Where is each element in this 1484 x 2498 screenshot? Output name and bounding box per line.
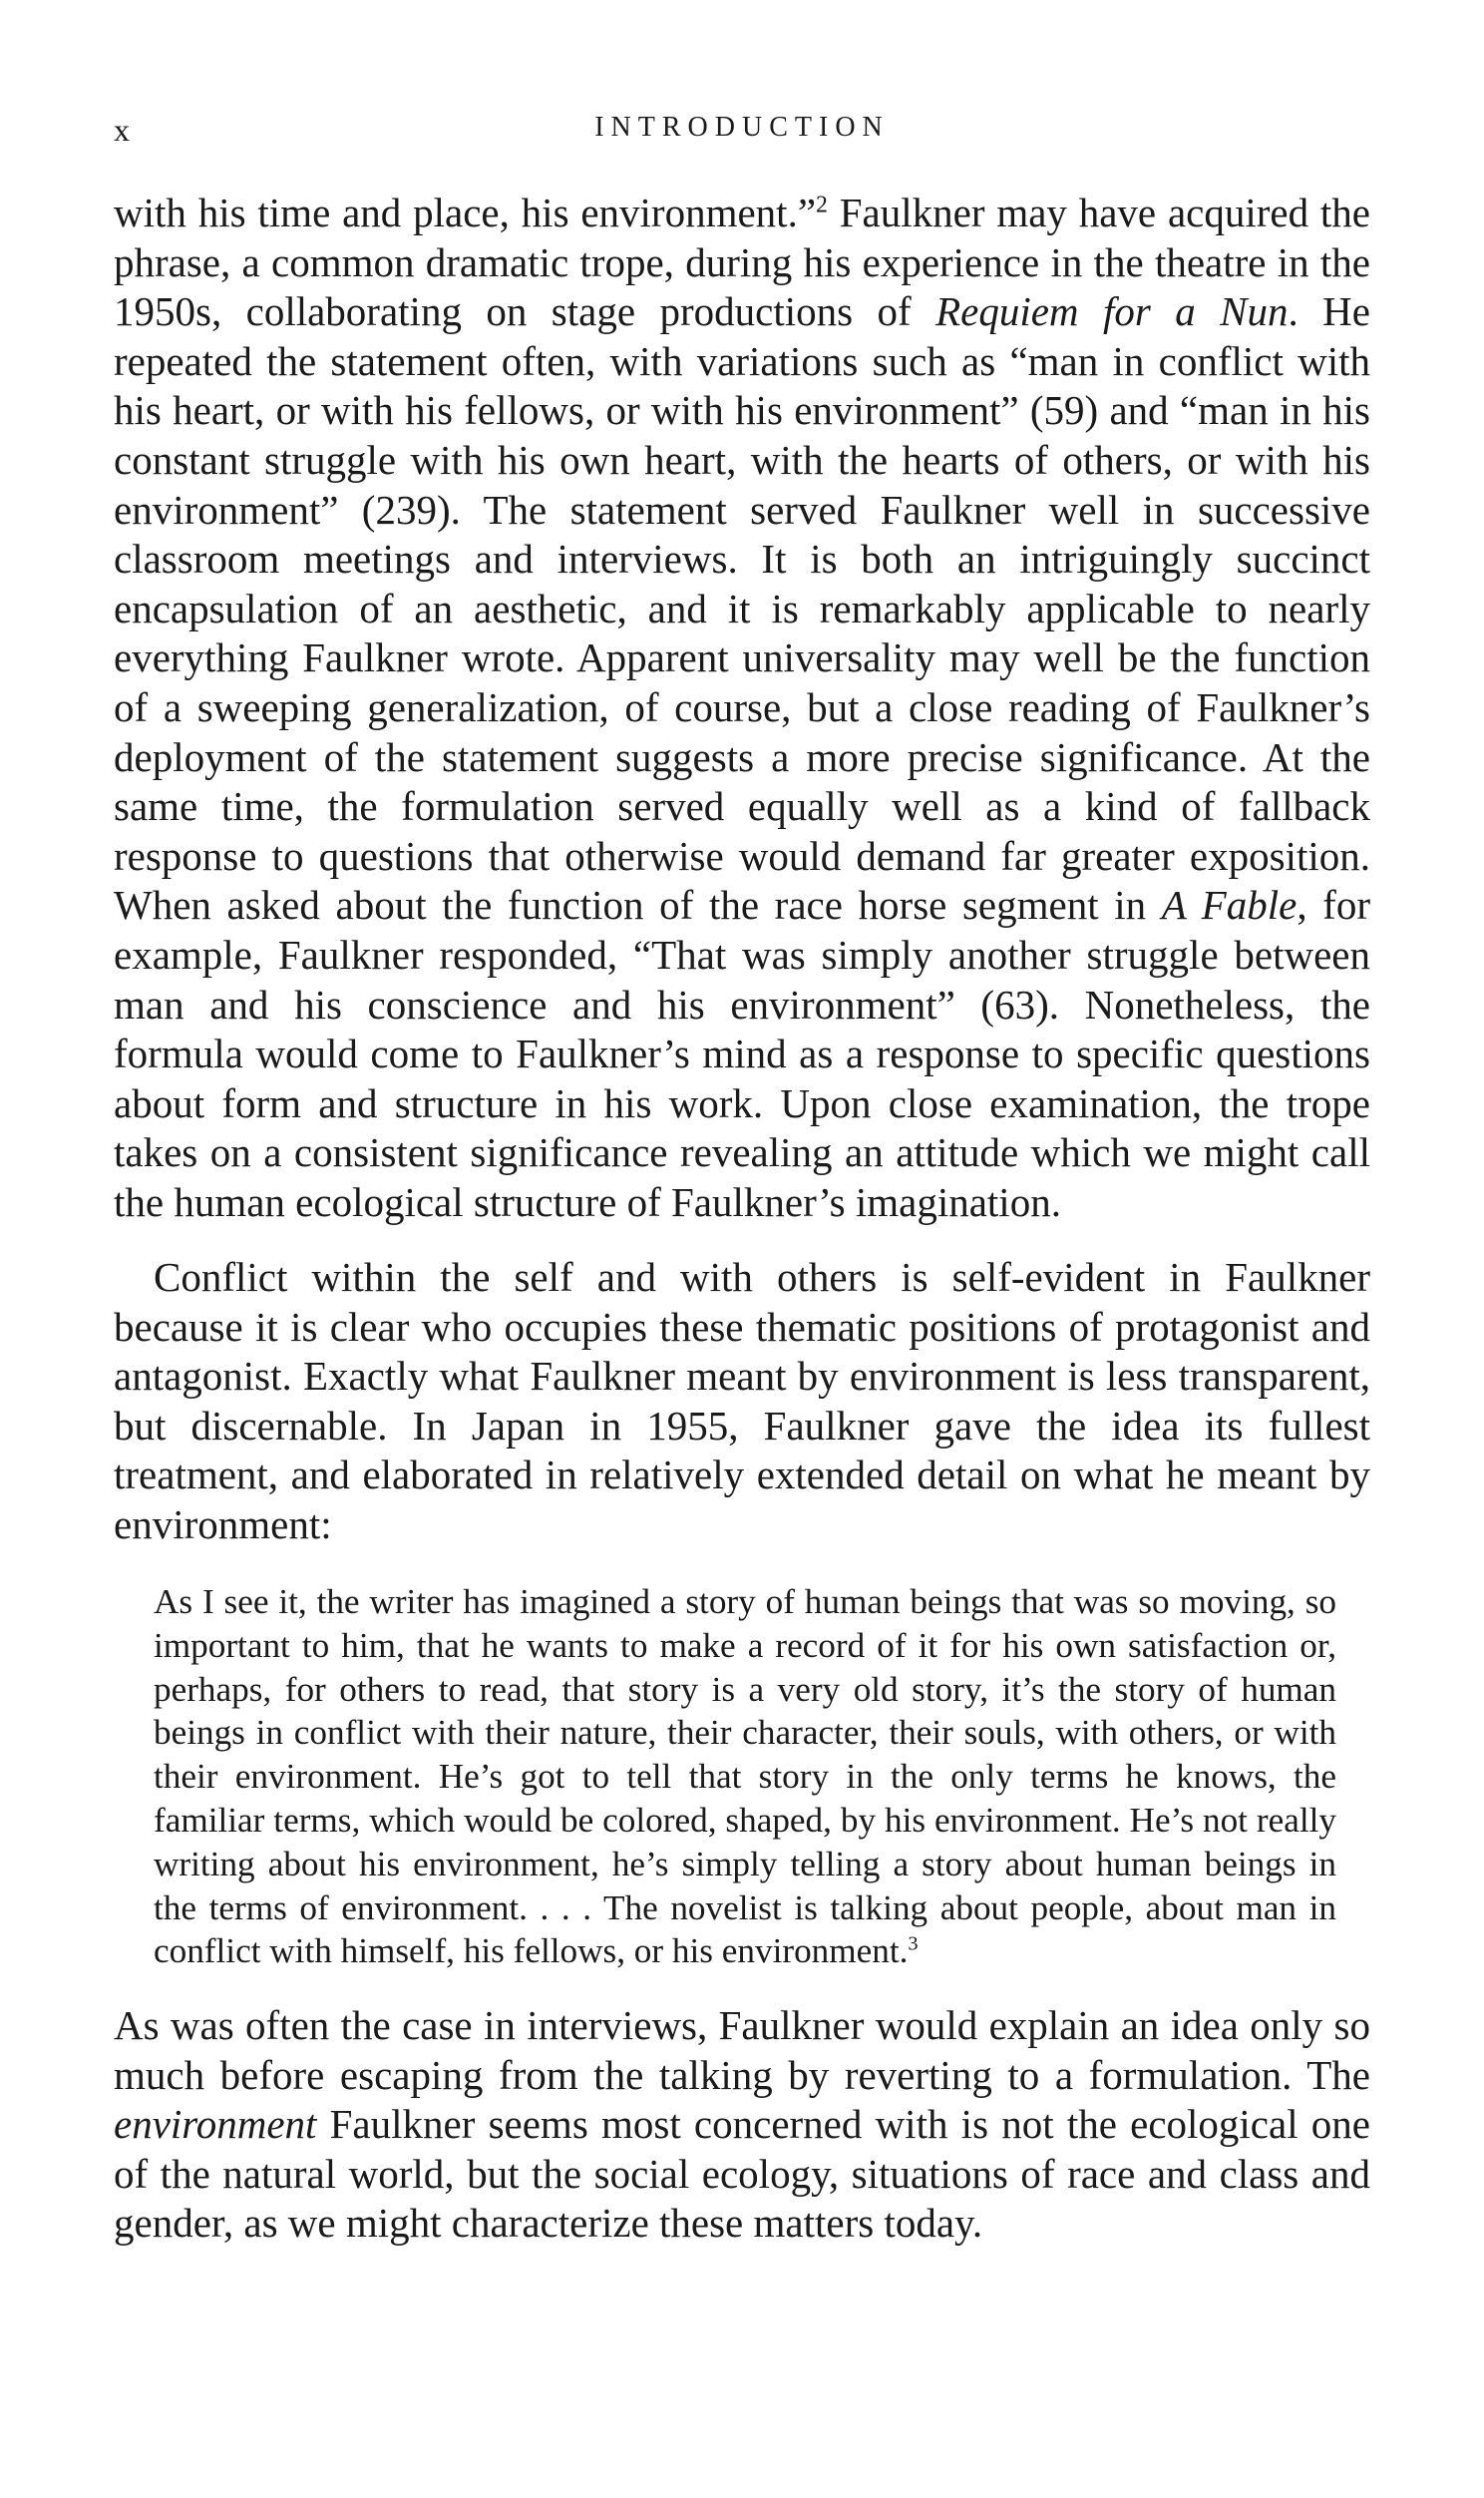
text-segment: . He repeated the statement often, with variations such as “man in conflict with his heart, or with his fellows, or with his environment” (59) and “man in his constant struggle with his own heart, with the hearts of others, or with his environment” (239). The statement served Faulkner well in successive classroom meetings and interviews. It is both an intriguingly succinct encapsulation of an aesthetic, and it is remarkably applicable to nearly everything Faulkner wrote. Apparent universality may well be the function of a sweeping generalization, of course, but a close reading of Faulkner’s deployment of the statement suggests a more precise significance. At the same time, the formulation served equally well as a kind of fallback response to questions that otherwise would demand far greater exposition. When asked about the function of the race horse segment in — [114, 288, 1370, 929]
body-paragraph-2 — [114, 1253, 1370, 1550]
book-title-a-fable: A Fable — [1161, 882, 1298, 929]
text-segment: with his time and place, his environment.” — [114, 190, 817, 235]
text-segment: Conflict within the self and with others is self-evident in Faulkner because it is clear who occupies these thematic positions of protagonist and antagonist. Exactly what Faulkner meant by environment is less transparent, but discernable. In Japan in 1955, Faulkner gave the idea its fullest treatment, and elaborated in relatively extended detail on what he meant by environment: — [114, 1254, 1370, 1547]
running-head — [114, 112, 1370, 162]
body-paragraph-1 — [114, 189, 1370, 1227]
text-segment: As was often the case in interviews, Faulkner would explain an idea only so much before escaping from the talking by reverting to a formulation. The — [114, 2002, 1370, 2098]
page-number: x — [114, 112, 131, 148]
footnote-ref-3: 3 — [908, 1932, 919, 1955]
footnote-ref-2: 2 — [816, 192, 828, 218]
text-segment: Faulkner seems most concerned with is not the ecological one of the natural world, but the social ecology, situations of race and class and gender, as we might characterize these matters today. — [114, 2101, 1370, 2247]
emphasis-environment: environment — [114, 2101, 317, 2148]
chapter-title: INTRODUCTION — [594, 112, 890, 143]
text-segment: Faulkner may have acquired the phrase, a common dramatic trope, during his experience in the theatre in the 1950s, collaborating on stage productions of — [114, 190, 1371, 335]
body-paragraph-3 — [114, 2001, 1370, 2249]
block-quote — [154, 1580, 1336, 1973]
book-title-requiem: Requiem for a Nun — [935, 288, 1289, 335]
quote-text: As I see it, the writer has imagined a story of human beings that was so moving, so important to him, that he wants to make a record of it for his own satisfaction or, perhaps, for others to read, that story is a very old story, it’s the story of human beings in conflict with their nature, their character, their souls, with others, or with their environment. He’s got to tell that story in the only terms he knows, the familiar terms, which would be colored, shaped, by his environment. He’s not really writing about his environment, he’s simply telling a story about human beings in the terms of environment. . . . The novelist is talking about people, about man in conflict with himself, his fellows, or his environment. — [154, 1582, 1336, 1971]
text-segment: , for example, Faulkner responded, “That was simply another struggle between man and his conscience and his environment” (63). Nonetheless, the formula would come to Faulkner’s mind as a response to specific questions about form and structure in his work. Upon close examination, the trope takes on a consistent significance revealing an attitude which we might call the human ecological structure of Faulkner’s imagination. — [114, 882, 1370, 1225]
